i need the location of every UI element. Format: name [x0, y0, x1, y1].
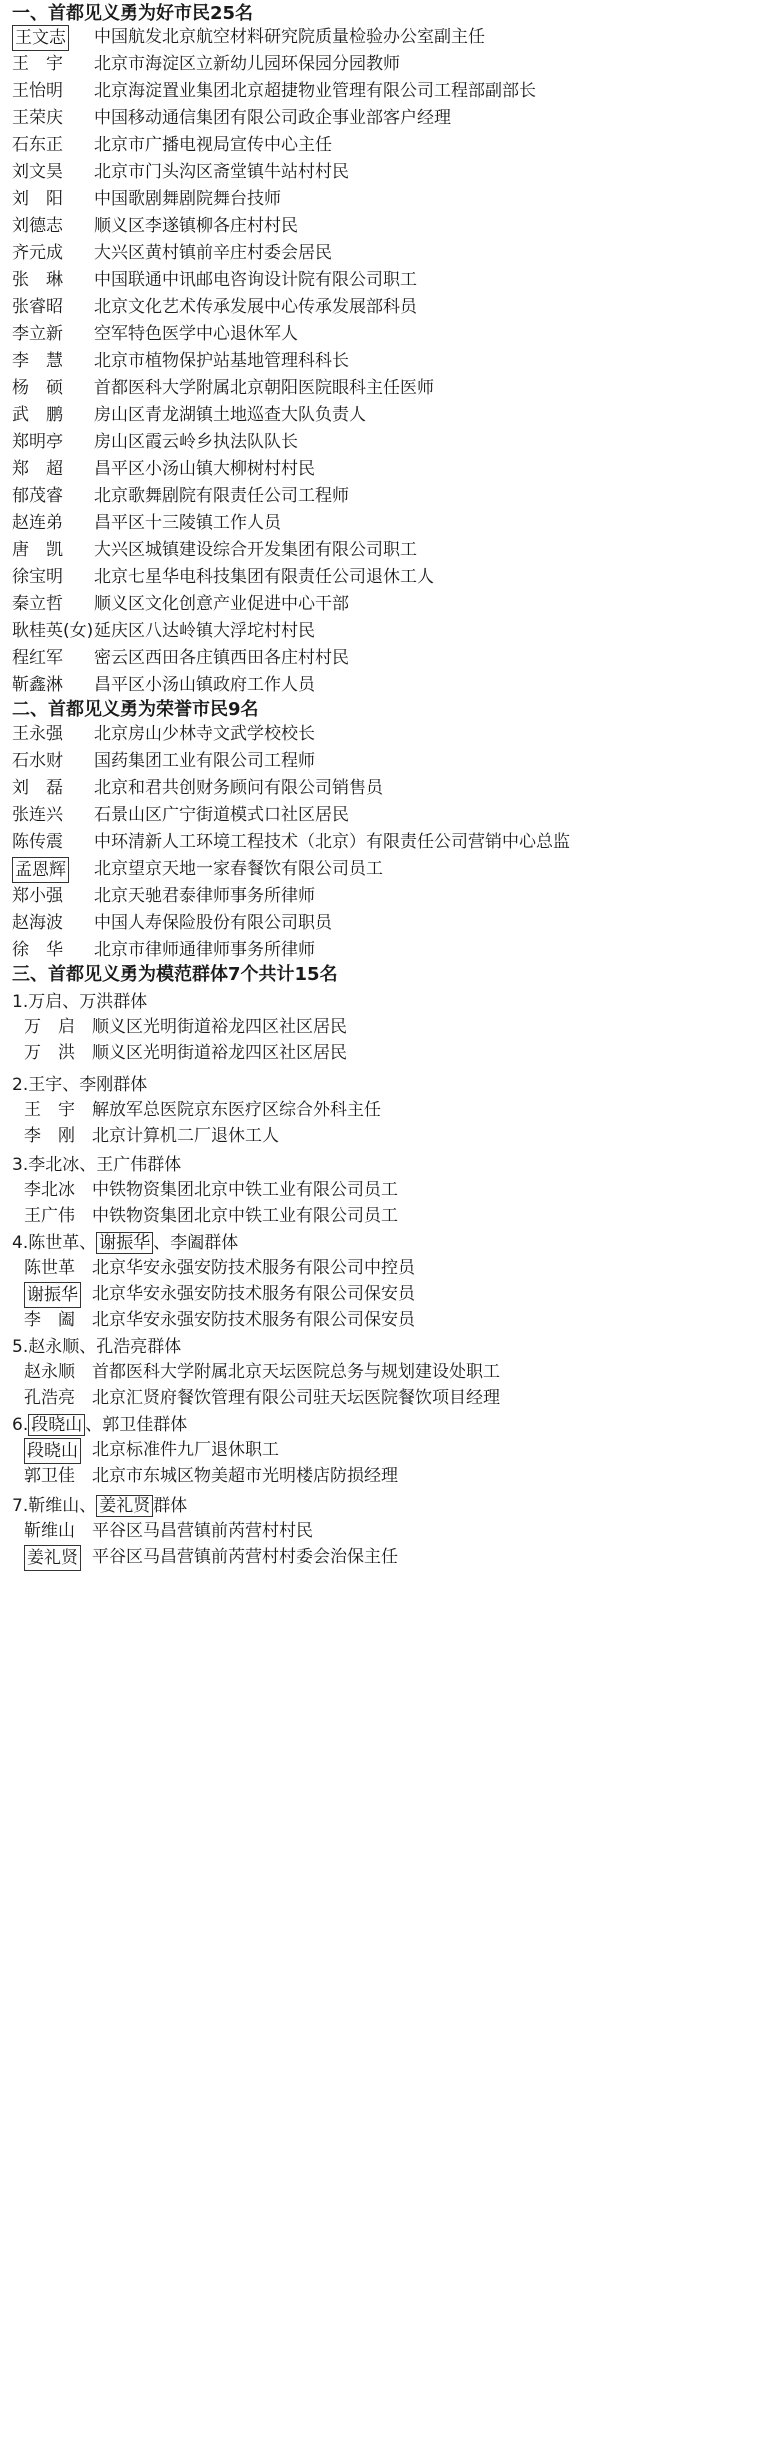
person-name: 万 启	[24, 1017, 75, 1037]
person-description: 顺义区光明街道裕龙四区社区居民	[92, 1043, 347, 1063]
person-name: 万 洪	[24, 1043, 75, 1063]
group-title: 3.李北冰、王广伟群体	[12, 1155, 182, 1175]
person-description: 首都医科大学附属北京朝阳医院眼科主任医师	[94, 378, 434, 398]
person-name: 刘文昊	[12, 162, 63, 182]
person-description: 北京市海淀区立新幼儿园环保园分园教师	[94, 54, 400, 74]
person-name: 张 琳	[12, 270, 63, 290]
list-item	[24, 1438, 765, 1462]
list-item	[12, 214, 765, 238]
person-description: 北京汇贤府餐饮管理有限公司驻天坛医院餐饮项目经理	[92, 1388, 500, 1408]
person-description: 北京歌舞剧院有限责任公司工程师	[94, 486, 349, 506]
person-description: 大兴区城镇建设综合开发集团有限公司职工	[94, 540, 417, 560]
person-name: 赵连弟	[12, 513, 63, 533]
person-description: 北京华安永强安防技术服务有限公司保安员	[92, 1284, 415, 1304]
group-title-part: 段晓山	[28, 1414, 85, 1436]
person-description: 中环清新人工环境工程技术（北京）有限责任公司营销中心总监	[94, 832, 570, 852]
group-title-part: 、李阖群体	[153, 1233, 239, 1253]
person-description: 北京计算机二厂退休工人	[92, 1126, 279, 1146]
person-name: 唐 凯	[12, 540, 63, 560]
person-name: 王广伟	[24, 1206, 75, 1226]
list-item	[12, 749, 765, 773]
person-name: 徐 华	[12, 940, 63, 960]
list-item	[12, 911, 765, 935]
list-item	[12, 457, 765, 481]
list-item	[24, 1015, 765, 1039]
person-name: 郁茂睿	[12, 486, 63, 506]
list-item	[24, 1519, 765, 1543]
list-item	[24, 1041, 765, 1065]
group-title: 1.万启、万洪群体	[12, 992, 148, 1012]
person-name: 刘 磊	[12, 778, 63, 798]
person-name: 陈世革	[24, 1258, 75, 1278]
person-description: 北京市律师通律师事务所律师	[94, 940, 315, 960]
person-description: 北京天驰君泰律师事务所律师	[94, 886, 315, 906]
list-item	[12, 538, 765, 562]
person-name: 齐元成	[12, 243, 63, 263]
person-name: 陈传震	[12, 832, 63, 852]
list-item	[12, 376, 765, 400]
person-description: 解放军总医院京东医疗区综合外科主任	[92, 1100, 381, 1120]
person-description: 房山区霞云岭乡执法队队长	[94, 432, 298, 452]
person-name: 赵海波	[12, 913, 63, 933]
person-description: 房山区青龙湖镇土地巡查大队负责人	[94, 405, 366, 425]
person-name: 武 鹏	[12, 405, 63, 425]
group-title	[12, 1494, 187, 1518]
person-name: 王荣庆	[12, 108, 63, 128]
person-name: 程红军	[12, 648, 63, 668]
person-name: 李 慧	[12, 351, 63, 371]
person-name: 张连兴	[12, 805, 63, 825]
person-description: 北京房山少林寺文武学校校长	[94, 724, 315, 744]
person-description: 昌平区小汤山镇大柳树村村民	[94, 459, 315, 479]
person-description: 北京七星华电科技集团有限责任公司退休工人	[94, 567, 434, 587]
person-description: 北京华安永强安防技术服务有限公司中控员	[92, 1258, 415, 1278]
person-description: 平谷区马昌营镇前芮营村村委会治保主任	[92, 1547, 398, 1567]
list-item	[12, 884, 765, 908]
list-item	[12, 160, 765, 184]
list-item	[12, 403, 765, 427]
list-item	[24, 1256, 765, 1280]
group-title: 2.王宇、李刚群体	[12, 1075, 148, 1095]
list-item	[12, 830, 765, 854]
group-title-part: 姜礼贤	[96, 1495, 153, 1517]
person-description: 顺义区文化创意产业促进中心干部	[94, 594, 349, 614]
list-item	[12, 776, 765, 800]
list-item	[24, 1178, 765, 1202]
person-name: 孔浩亮	[24, 1388, 75, 1408]
person-name: 李立新	[12, 324, 63, 344]
person-name: 石东正	[12, 135, 63, 155]
person-name: 王永强	[12, 724, 63, 744]
person-description: 中铁物资集团北京中铁工业有限公司员工	[92, 1206, 398, 1226]
list-item	[24, 1360, 765, 1384]
list-item	[12, 673, 765, 697]
person-name: 石水财	[12, 751, 63, 771]
group-title	[12, 1413, 187, 1437]
person-description: 国药集团工业有限公司工程师	[94, 751, 315, 771]
person-description: 北京市植物保护站基地管理科科长	[94, 351, 349, 371]
group-title	[12, 1231, 238, 1255]
list-item	[12, 484, 765, 508]
list-item	[12, 322, 765, 346]
list-item	[24, 1098, 765, 1122]
person-name: 靳维山	[24, 1521, 75, 1541]
list-item	[12, 133, 765, 157]
person-name: 靳鑫淋	[12, 675, 63, 695]
person-description: 石景山区广宁街道模式口社区居民	[94, 805, 349, 825]
person-name: 段晓山	[24, 1438, 81, 1464]
person-description: 昌平区十三陵镇工作人员	[94, 513, 281, 533]
person-description: 北京文化艺术传承发展中心传承发展部科员	[94, 297, 417, 317]
person-name: 谢振华	[24, 1282, 81, 1308]
person-description: 中国航发北京航空材料研究院质量检验办公室副主任	[94, 27, 485, 47]
group-title-part: 群体	[153, 1496, 188, 1516]
person-name: 赵永顺	[24, 1362, 75, 1382]
person-name: 王文志	[12, 25, 69, 51]
person-description: 北京望京天地一家春餐饮有限公司员工	[94, 859, 383, 879]
person-name: 郑 超	[12, 459, 63, 479]
person-name: 王 宇	[24, 1100, 75, 1120]
person-name: 李北冰	[24, 1180, 75, 1200]
person-name: 张睿昭	[12, 297, 63, 317]
person-name: 秦立哲	[12, 594, 63, 614]
person-description: 中铁物资集团北京中铁工业有限公司员工	[92, 1180, 398, 1200]
person-description: 中国歌剧舞剧院舞台技师	[94, 189, 281, 209]
list-item	[12, 106, 765, 130]
section-title-3: 三、首都见义勇为模范群体7个共计15名	[12, 964, 338, 985]
list-item	[24, 1545, 765, 1569]
group-title: 5.赵永顺、孔浩亮群体	[12, 1337, 182, 1357]
person-description: 空军特色医学中心退休军人	[94, 324, 298, 344]
list-item	[24, 1282, 765, 1306]
person-name: 刘德志	[12, 216, 63, 236]
person-name: 杨 硕	[12, 378, 63, 398]
person-name: 郑明亭	[12, 432, 63, 452]
person-description: 北京市门头沟区斋堂镇牛站村村民	[94, 162, 349, 182]
person-description: 北京华安永强安防技术服务有限公司保安员	[92, 1310, 415, 1330]
person-name: 耿桂英(女)	[12, 621, 94, 641]
group-title-part: 谢振华	[96, 1232, 153, 1254]
person-description: 中国人寿保险股份有限公司职员	[94, 913, 332, 933]
group-title-part: 6.	[12, 1415, 29, 1435]
list-item	[12, 25, 765, 49]
person-description: 平谷区马昌营镇前芮营村村民	[92, 1521, 313, 1541]
list-item	[12, 619, 765, 643]
list-item	[24, 1204, 765, 1228]
list-item	[24, 1308, 765, 1332]
list-item	[12, 52, 765, 76]
list-item	[24, 1386, 765, 1410]
list-item	[12, 430, 765, 454]
person-name: 李 刚	[24, 1126, 75, 1146]
person-description: 顺义区光明街道裕龙四区社区居民	[92, 1017, 347, 1037]
list-item	[12, 857, 765, 881]
person-description: 北京市广播电视局宣传中心主任	[94, 135, 332, 155]
person-name: 刘 阳	[12, 189, 63, 209]
group-title-part: 、郭卫佳群体	[85, 1415, 188, 1435]
list-item	[12, 187, 765, 211]
list-item	[12, 79, 765, 103]
section-title-2: 二、首都见义勇为荣誉市民9名	[12, 699, 259, 720]
section-title-1: 一、首都见义勇为好市民25名	[12, 3, 254, 24]
person-name: 李 阖	[24, 1310, 75, 1330]
list-item	[24, 1464, 765, 1488]
person-description: 首都医科大学附属北京天坛医院总务与规划建设处职工	[92, 1362, 500, 1382]
person-name: 孟恩辉	[12, 857, 69, 883]
group-title-part: 4.陈世革、	[12, 1233, 97, 1253]
person-description: 中国移动通信集团有限公司政企事业部客户经理	[94, 108, 451, 128]
list-item	[12, 268, 765, 292]
person-description: 顺义区李遂镇柳各庄村村民	[94, 216, 298, 236]
list-item	[12, 565, 765, 589]
list-item	[12, 938, 765, 962]
person-name: 徐宝明	[12, 567, 63, 587]
person-description: 北京标准件九厂退休职工	[92, 1440, 279, 1460]
list-item	[12, 349, 765, 373]
person-description: 北京市东城区物美超市光明楼店防损经理	[92, 1466, 398, 1486]
person-description: 北京和君共创财务顾问有限公司销售员	[94, 778, 383, 798]
list-item	[12, 241, 765, 265]
list-item	[12, 722, 765, 746]
person-description: 延庆区八达岭镇大浮坨村村民	[94, 621, 315, 641]
person-description: 北京海淀置业集团北京超捷物业管理有限公司工程部副部长	[94, 81, 536, 101]
person-description: 昌平区小汤山镇政府工作人员	[94, 675, 315, 695]
person-description: 密云区西田各庄镇西田各庄村村民	[94, 648, 349, 668]
person-name: 姜礼贤	[24, 1545, 81, 1571]
list-item	[12, 646, 765, 670]
list-item	[12, 803, 765, 827]
person-name: 郑小强	[12, 886, 63, 906]
person-name: 王 宇	[12, 54, 63, 74]
list-item	[24, 1124, 765, 1148]
list-item	[12, 295, 765, 319]
person-name: 郭卫佳	[24, 1466, 75, 1486]
list-item	[12, 592, 765, 616]
group-title-part: 7.靳维山、	[12, 1496, 97, 1516]
list-item	[12, 511, 765, 535]
person-name: 王怡明	[12, 81, 63, 101]
person-description: 大兴区黄村镇前辛庄村委会居民	[94, 243, 332, 263]
person-description: 中国联通中讯邮电咨询设计院有限公司职工	[94, 270, 417, 290]
